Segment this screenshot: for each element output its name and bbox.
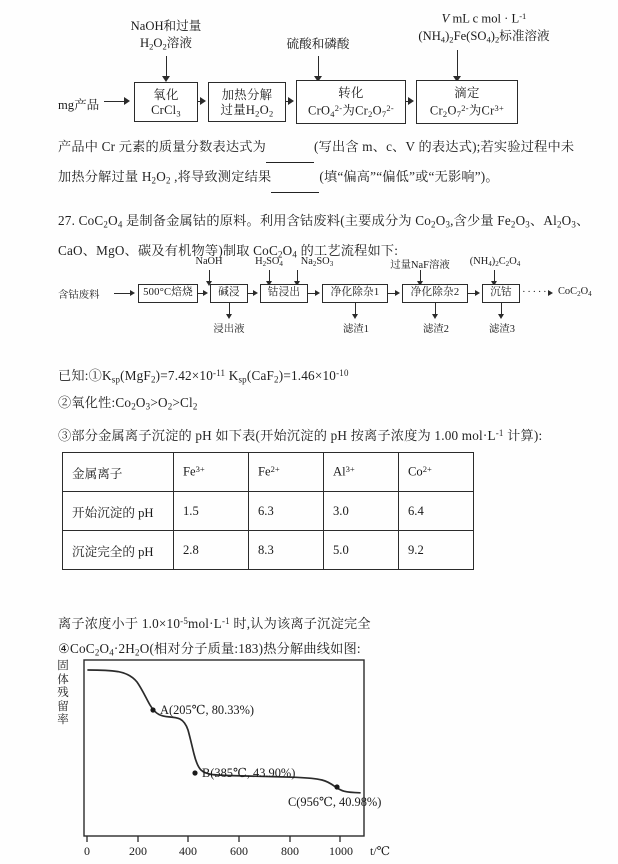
flow1-reagent-2-line1: 硫酸和磷酸 xyxy=(286,37,350,51)
flow2-output-label: $CoC_2O_4$ xyxy=(558,286,592,298)
flow2-reagent-naf: 过量NaF溶液 xyxy=(390,260,450,271)
chart-y-label-char-3: 留 xyxy=(57,700,69,713)
q26-blank-2[interactable] xyxy=(271,162,319,193)
flow2-conn-head-4 xyxy=(395,290,400,296)
flow1-arrow-line-2 xyxy=(318,56,319,78)
flow1-box-3-line2: CrO$_4^{2-}$为$Cr_2O_7^{2-}$ xyxy=(308,103,394,119)
flow1-reagent-1 xyxy=(96,18,236,55)
chart-xtick-2: 400 xyxy=(179,844,197,858)
flow1-box-titration xyxy=(416,80,518,124)
flow2-box-roasting: 500°C焙烧 xyxy=(138,284,198,303)
q26-tail-line2-a: 加热分解过量 $H_2O_2$ ,将导致测定结果 xyxy=(58,169,272,186)
flow1-reagent-1-line1: NaOH和过量 xyxy=(130,19,202,33)
flow1-box-1-line2: CrCl$_3$ xyxy=(151,103,181,119)
flow2-box-precipitate: 沉钴 xyxy=(482,284,520,303)
table-cell-start-fe3: 1.5 xyxy=(174,492,249,531)
flow1-input-label: mg产品 xyxy=(58,98,100,112)
flow1-box-4-line1: 滴定 xyxy=(454,86,480,100)
known-item-2: ②氧化性$:Co_2O_3>O_2>Cl_2$ xyxy=(58,395,198,412)
flow2-product-residue-2: 滤渣2 xyxy=(423,324,449,335)
flow2-conn-head-3 xyxy=(315,290,320,296)
flow2-reagent-ammonium-oxalate: $(NH_4)_2C_2O_4$ xyxy=(469,256,521,268)
chart-xtick-3: 600 xyxy=(230,844,248,858)
table-cell-complete-al3: 5.0 xyxy=(324,531,399,570)
flow1-box-1-line1: 氧化 xyxy=(153,88,179,102)
flow2-reagent-na2so3: $Na_2SO_3$ xyxy=(300,256,334,268)
known-item-1: 已知$:①K_{sp}(MgF_2)=7.42\times 10^{-11}$ $K_{sp}(CaF_2)=1.46\times 10^{-10}$ xyxy=(58,367,349,385)
chart-svg xyxy=(52,656,430,862)
flow1-arrow-line-3 xyxy=(457,50,458,78)
flow2-bot-arrow-head-4 xyxy=(498,314,504,319)
flow2-conn-head-2 xyxy=(253,290,258,296)
ph-table xyxy=(62,452,474,570)
flow2-bot-arrow-head-3 xyxy=(432,314,438,319)
table-header-al3: $Al^{3+}$ xyxy=(324,453,399,492)
flow1-box-oxidation xyxy=(134,82,198,122)
q27-number: 27. xyxy=(58,213,76,228)
flow1-box-3-line1: 转化 xyxy=(338,86,364,100)
q27-line2-text: CaO、MgO、碳及有机物等)制取 $CoC_2O_4$ 的工艺流程如下: xyxy=(58,243,399,260)
q26-blank-1[interactable] xyxy=(266,132,314,163)
chart-point-a xyxy=(150,707,155,712)
q26-tail-line2-b: (填“偏高”“偏低”或“无影响”)。 xyxy=(319,169,499,184)
table-header-fe3: $Fe^{3+}$ xyxy=(174,453,249,492)
flow1-reagent-3-line2: $(NH_4)_2Fe(SO_4)_2$标准溶液 xyxy=(418,28,550,44)
flowchart-chromium-titration xyxy=(0,0,618,128)
flow2-product-residue-1: 滤渣1 xyxy=(343,324,369,335)
chart-y-label-char-2: 残 xyxy=(57,687,69,699)
chart-xtick-5: 1000 xyxy=(329,844,353,858)
flow2-output-arrow-head xyxy=(548,290,553,296)
flow1-box-2-line2: 过量$H_2O_2$ xyxy=(220,103,274,119)
chart-x-axis-label: t/℃ xyxy=(370,844,391,858)
chart-annotation-c: C(956℃, 40.98%) xyxy=(288,795,382,809)
flow1-box-2-line1: 加热分解 xyxy=(221,88,273,102)
flow2-bot-arrow-head-1 xyxy=(226,314,232,319)
flow2-product-leachate: 浸出液 xyxy=(213,324,245,335)
flow1-input-arrow-head xyxy=(124,97,130,105)
chart-y-label-char-0: 固 xyxy=(57,660,69,672)
flow1-box-decompose xyxy=(208,82,286,122)
table-cell-complete-co2: 9.2 xyxy=(399,531,474,570)
flow2-input-arrow-head xyxy=(130,290,135,296)
q27-line1 xyxy=(58,206,589,240)
chart-point-b xyxy=(192,770,197,775)
table-row-label-start-ph: 开始沉淀的 pH xyxy=(63,492,174,531)
flow2-bot-arrow-head-2 xyxy=(352,314,358,319)
chart-annotation-a: A(205℃, 80.33%) xyxy=(160,703,255,717)
q26-tail-line1-b: (写出含 m、c、V 的表达式);若实验过程中未 xyxy=(314,139,575,154)
flow2-conn-head-5 xyxy=(475,290,480,296)
chart-point-c xyxy=(334,784,339,789)
flow2-box-purify-1: 净化除杂1 xyxy=(322,284,388,303)
table-header-fe2: $Fe^{2+}$ xyxy=(249,453,324,492)
chart-xtick-0: 0 xyxy=(84,844,90,858)
q27-line1-text: $CoC_2O_4$ 是制备金属钴的原料。利用含钴废料(主要成分为 $Co_2O_3$,含少量 $Fe_2O_3$、$Al_2O_3$、 xyxy=(78,213,590,230)
table-cell-start-al3: 3.0 xyxy=(324,492,399,531)
flow2-reagent-naoh: NaOH xyxy=(195,256,223,267)
table-header-metal-ion: 金属离子 xyxy=(63,453,174,492)
q26-tail-line1-a: 产品中 Cr 元素的质量分数表达式为 xyxy=(58,139,267,154)
thermal-decomposition-chart xyxy=(52,656,430,862)
flow2-conn-head-1 xyxy=(203,290,208,296)
q26-tail-line1 xyxy=(58,132,574,163)
flow1-arrow-line-1 xyxy=(166,56,167,78)
flowchart-cobalt-process xyxy=(0,252,618,347)
flow2-box-alkali-leach: 碱浸 xyxy=(210,284,248,303)
known-item-4: $④CoC_2O_4\cdot 2H_2O$(相对分子质量:183)热分解曲线如图: xyxy=(58,641,361,658)
chart-annotation-b: B(385℃, 43.90%) xyxy=(202,766,296,780)
flow2-product-residue-3: 滤渣3 xyxy=(489,324,515,335)
table-row-label-complete-ph: 沉淀完全的 pH xyxy=(63,531,174,570)
table-row xyxy=(63,531,474,570)
flow1-connector-line-2 xyxy=(286,101,292,102)
flow1-connector-line-3 xyxy=(406,101,412,102)
known-note: 离子浓度小于 $1.0\times 10^{-5}mol\cdot L^{-1}$ 时,认为该离子沉淀完全 xyxy=(58,615,371,631)
flow1-connector-line-1 xyxy=(198,101,204,102)
flow1-reagent-3-line1: V mL c mol · $L^{-1}$ xyxy=(441,11,527,26)
flow2-box-purify-2: 净化除杂2 xyxy=(402,284,468,303)
table-cell-complete-fe2: 8.3 xyxy=(249,531,324,570)
flow1-reagent-2 xyxy=(258,36,378,53)
flow1-reagent-1-line2: $H_2O_2$溶液 xyxy=(140,36,192,52)
chart-y-label-char-4: 率 xyxy=(57,714,69,726)
table-cell-start-co2: 6.4 xyxy=(399,492,474,531)
chart-xtick-4: 800 xyxy=(281,844,299,858)
table-cell-start-fe2: 6.3 xyxy=(249,492,324,531)
flow2-output-dots: ····· xyxy=(522,286,549,298)
table-row xyxy=(63,492,474,531)
flow2-reagent-h2so4: $H_2SO_4$ xyxy=(255,256,283,268)
known-item-3: ③部分金属离子沉淀的 pH 如下表(开始沉淀的 pH 按离子浓度为 1.00 $mol\cdot L^{-1}$ 计算): xyxy=(58,427,543,443)
flow1-box-4-line2: $Cr_2O_7^{2-}$为$Cr^{3+}$ xyxy=(429,103,505,119)
q26-tail-line2 xyxy=(58,162,499,196)
chart-xtick-1: 200 xyxy=(129,844,147,858)
table-cell-complete-fe3: 2.8 xyxy=(174,531,249,570)
chart-y-label-char-1: 体 xyxy=(57,673,69,686)
flow1-box-convert xyxy=(296,80,406,124)
flow1-reagent-3 xyxy=(368,8,600,48)
table-row-header xyxy=(63,453,474,492)
flow2-box-cobalt-leach: 钴浸出 xyxy=(260,284,308,303)
table-header-co2: $Co^{2+}$ xyxy=(399,453,474,492)
flow2-input-label: 含钴废料 xyxy=(58,290,100,301)
flow1-input-arrow-line xyxy=(104,101,126,102)
